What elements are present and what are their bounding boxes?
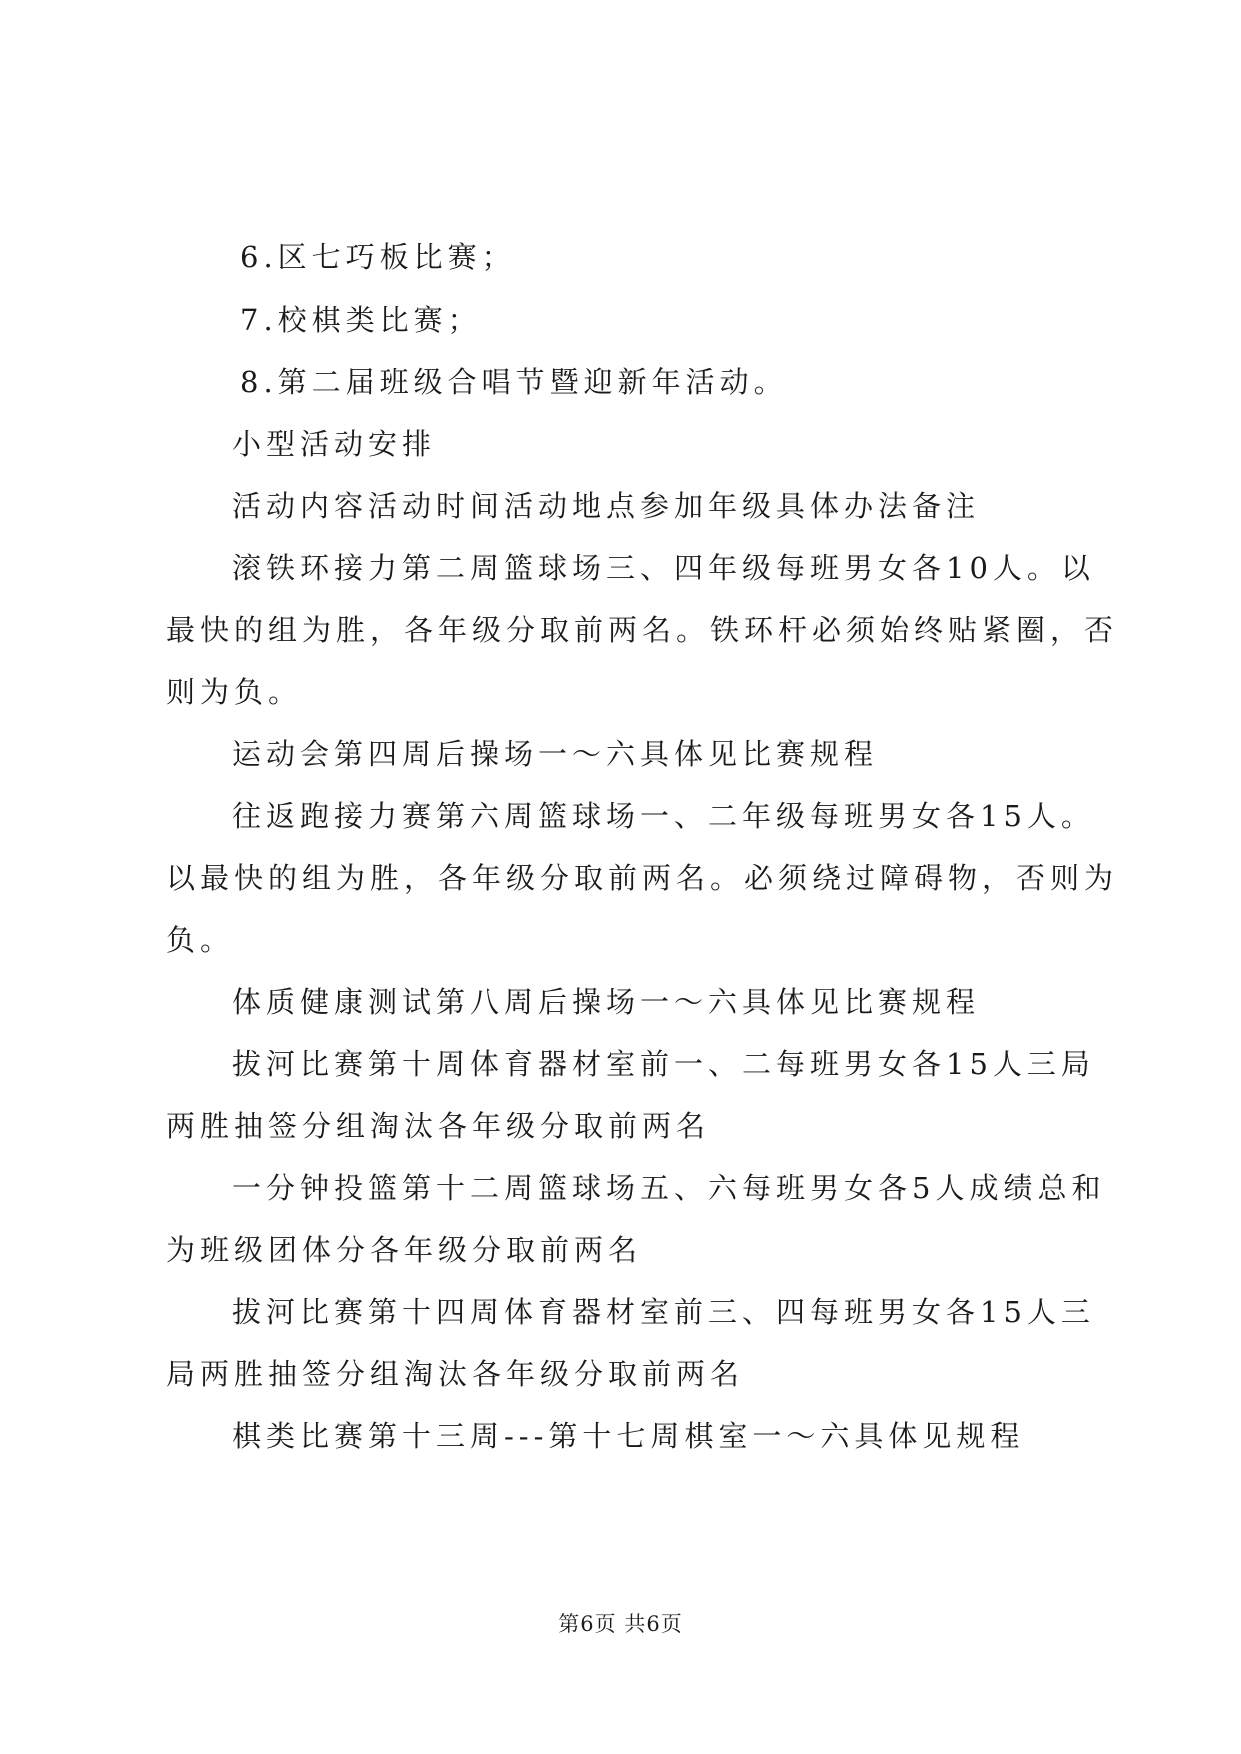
paragraph-line: 为班级团体分各年级分取前两名 xyxy=(166,1233,643,1267)
paragraph-line: 两胜抽签分组淘汰各年级分取前两名 xyxy=(166,1109,711,1143)
section-heading: 小型活动安排 xyxy=(232,427,437,461)
paragraph-line: 以最快的组为胜，各年级分取前两名。必须绕过障碍物，否则为 xyxy=(166,861,1119,895)
paragraph-line: 局两胜抽签分组淘汰各年级分取前两名 xyxy=(166,1357,745,1391)
paragraph-line: 负。 xyxy=(166,923,235,957)
paragraph-line: 最快的组为胜，各年级分取前两名。铁环杆必须始终贴紧圈，否 xyxy=(166,613,1119,647)
list-item-7: 7.校棋类比赛； xyxy=(240,303,482,337)
paragraph-line: 体质健康测试第八周后操场一～六具体见比赛规程 xyxy=(232,985,981,1019)
paragraph-line: 运动会第四周后操场一～六具体见比赛规程 xyxy=(232,737,879,771)
page-footer: 第6页 共6页 xyxy=(558,1612,683,1636)
table-header-text: 活动内容活动时间活动地点参加年级具体办法备注 xyxy=(232,489,981,523)
paragraph-line: 拔河比赛第十四周体育器材室前三、四每班男女各15人三 xyxy=(232,1295,1095,1329)
paragraph-line: 一分钟投篮第十二周篮球场五、六每班男女各5人成绩总和 xyxy=(232,1171,1106,1205)
paragraph-line: 往返跑接力赛第六周篮球场一、二年级每班男女各15人。 xyxy=(232,799,1095,833)
paragraph-line: 滚铁环接力第二周篮球场三、四年级每班男女各10人。以 xyxy=(232,551,1095,585)
list-item-6: 6.区七巧板比赛； xyxy=(240,240,516,274)
paragraph-line: 棋类比赛第十三周---第十七周棋室一～六具体见规程 xyxy=(232,1419,1025,1453)
paragraph-line: 拔河比赛第十周体育器材室前一、二每班男女各15人三局 xyxy=(232,1047,1095,1081)
paragraph-line: 则为负。 xyxy=(166,675,303,709)
list-item-8: 8.第二届班级合唱节暨迎新年活动。 xyxy=(240,365,788,399)
